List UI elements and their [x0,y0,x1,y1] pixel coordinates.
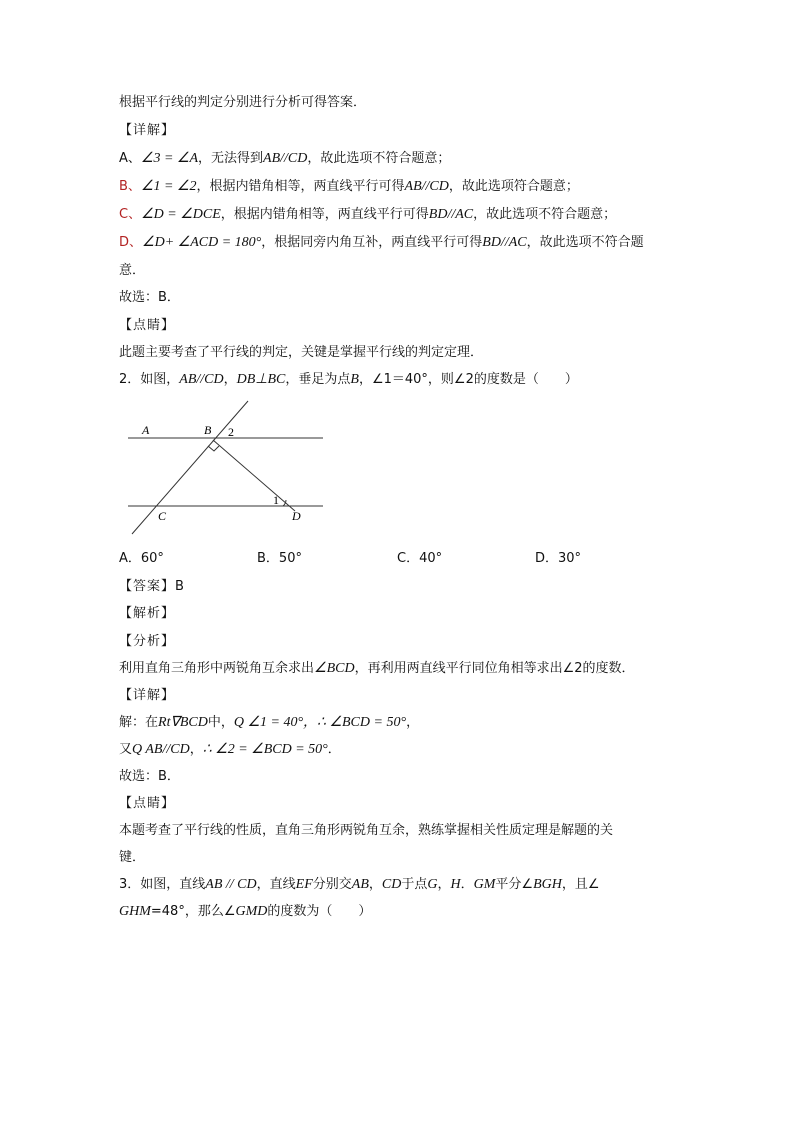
option-letter: C [119,207,129,222]
stem-text: ， [437,877,451,892]
stem-text: 3．如图，直线 [119,877,206,892]
choice-c: C．40° [397,551,443,566]
stem-math: H [450,877,461,892]
option-sep: 、 [128,207,142,222]
stem-text: ． [460,877,474,892]
option-expr: ∠1 = ∠2 [140,179,197,194]
label-1: 1 [273,493,279,507]
choice-a: A．60° [119,551,164,566]
option-text: ，根据内错角相等，两直线平行可得 [196,179,405,194]
label-a: A [142,423,150,437]
analyze-text: 利用直角三角形中两锐角互余求出 [119,661,315,676]
stem-math: B [350,372,359,387]
q3-stem-line-2 [119,903,371,921]
stem-text: ， [223,372,237,387]
option-expr: ∠D = ∠DCE [141,207,221,222]
stem-math: EF [295,877,313,892]
option-sep: 、 [129,235,143,250]
q1-option-d [119,234,644,252]
q1-detail-tag: 【详解】 [119,123,176,138]
q3-stem-line-1 [119,876,600,894]
option-text: ，无法得到 [198,151,264,166]
option-sep: 、 [127,151,141,166]
solution-math: Q AB//CD [132,742,190,757]
stem-text: 分别交 [312,877,352,892]
option-expr: ∠D+ ∠ACD = 180° [142,235,262,250]
solution-text: 又 [119,742,133,757]
q2-figure [120,396,330,541]
stem-math: AB//CD [179,372,224,387]
q2-comment-tag: 【点睛】 [119,796,176,811]
stem-math: DB⊥BC [236,372,286,387]
label-b: B [204,423,212,437]
solution-text: 解：在 [119,715,159,730]
solution-math: ∴ ∠2 = ∠BCD = 50° [202,742,328,757]
choice-b: B．50° [257,551,302,566]
q1-option-b [119,178,579,196]
option-text: ，根据同旁内角互补，两直线平行可得 [261,235,483,250]
q1-comment: 此题主要考查了平行线的判定，关键是掌握平行线的判定定理． [119,345,484,360]
right-angle-mark [208,446,219,451]
stem-math: GMD [235,904,268,919]
option-sep: 、 [127,179,141,194]
q2-solution-line-1 [119,714,419,732]
option-letter: D [119,235,130,250]
option-text: ，故此选项不符合题 [526,235,644,250]
choice-d: D．30° [535,551,582,566]
option-rel: BD//AC [428,207,474,222]
stem-math: GM [473,877,496,892]
solution-text: 中， [207,715,234,730]
option-text: ，故此选项不符合题意； [307,151,451,166]
option-letter: A [119,151,128,166]
segment-bd [213,440,295,511]
q2-comment-line-2: 键． [119,850,146,865]
q1-option-a [119,150,450,168]
solution-text: ， [189,742,203,757]
option-expr: ∠3 = ∠A [140,151,199,166]
option-letter: B [119,179,128,194]
stem-math: BGH [533,877,562,892]
q1-answer: 故选：B． [119,290,180,305]
solution-text: ， [406,715,420,730]
analyze-math: ∠BCD [314,661,355,676]
stem-text: 的度数为（ ） [267,904,372,919]
stem-text: =48°，那么∠ [150,904,236,919]
stem-text: ，直线 [256,877,296,892]
option-rel: AB//CD [404,179,449,194]
stem-text: ，∠1＝40°，则∠2的度数是（ ） [358,372,578,387]
q2-stem [119,371,578,389]
label-2: 2 [228,425,234,439]
option-text: ，故此选项不符合题意； [473,207,617,222]
option-rel: AB//CD [263,151,308,166]
analyze-text: ，再利用两直线平行同位角相等求出∠2的度数． [354,661,635,676]
option-text: ，根据内错角相等，两直线平行可得 [220,207,429,222]
q2-detail-tag: 【详解】 [119,688,176,703]
solution-text: ． [327,742,341,757]
solution-math: Q ∠1 = 40°，∴ ∠BCD = 50° [233,715,407,730]
q2-comment-line-1: 本题考查了平行线的性质，直角三角形两锐角互余，熟练掌握相关性质定理是解题的关 [119,823,614,838]
q1-comment-tag: 【点睛】 [119,318,176,333]
stem-math: CD [381,877,402,892]
stem-text: 2．如图， [119,372,180,387]
option-text: ，故此选项符合题意； [448,179,579,194]
q1-option-d-cont: 意． [119,263,146,278]
stem-text: ， [368,877,382,892]
q2-solution-line-2 [119,741,341,759]
stem-text: ，且∠ [561,877,600,892]
stem-text: 平分∠ [495,877,534,892]
label-c: C [158,509,167,523]
stem-math: GHM [119,904,151,919]
stem-math: AB // CD [205,877,257,892]
intro-text: 根据平行线的判定分别进行分析可得答案． [119,95,367,110]
q2-analyze-tag: 【分析】 [119,634,176,649]
stem-text: ，垂足为点 [285,372,351,387]
label-d: D [292,509,301,523]
q2-analysis-tag: 【解析】 [119,606,176,621]
q2-analyze [119,660,635,678]
line-bc [132,401,248,534]
option-rel: BD//AC [482,235,527,250]
q2-answer-tag: 【答案】B [119,579,185,594]
stem-math: AB [351,877,369,892]
stem-math: G [427,877,438,892]
q1-option-c [119,206,616,224]
solution-math: Rt∇BCD [158,715,208,730]
stem-text: 于点 [401,877,428,892]
q2-answer: 故选：B． [119,769,180,784]
